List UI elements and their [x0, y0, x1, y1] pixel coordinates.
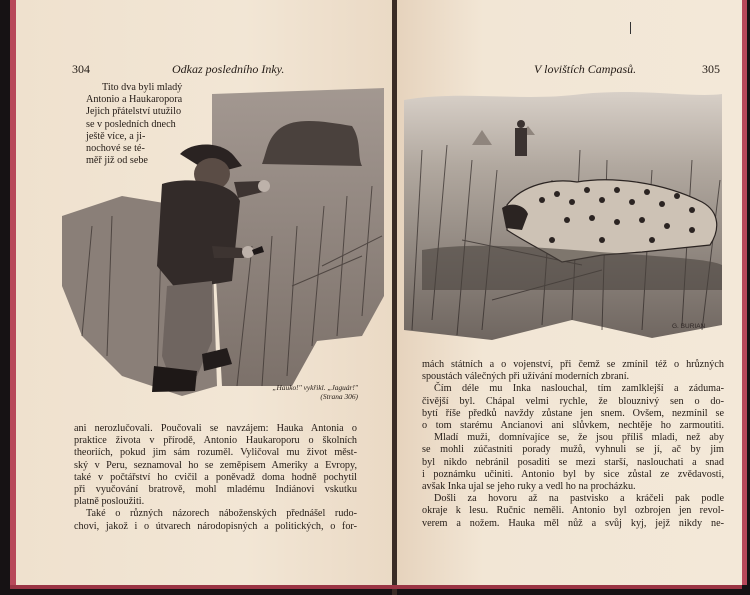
text-line: bytí říše předků navždy zůstane jen snem. Ovšem, nezmínil se — [422, 407, 724, 419]
text-line: se v posledních dnech — [86, 118, 176, 130]
text-line: o tom starému Ancianovi ani slůvkem, nechtěje ho zarmoutiti. — [422, 420, 724, 432]
text-line: měř již od sebe — [86, 155, 148, 167]
page-number-right: 305 — [702, 62, 720, 76]
page-number-left: 304 — [72, 62, 90, 76]
running-head-right: V lovištích Campasů. — [534, 62, 637, 76]
text-line: byl nikdo nebránil posaditi se mezi starší, naslouchati a snad — [422, 456, 724, 468]
text-line: Tito dva byli mladý — [102, 82, 183, 93]
text-line: čivější byl. Chápal velmi rychle, že blouznivý sen o do- — [422, 395, 724, 407]
artist-signature: G. BURIAN — [672, 323, 706, 330]
text-line: chovi, jakož i o útvarech národopisných a politických, o for- — [74, 520, 357, 532]
text-line: při vyučování bratrově, mohl mladému Indiánovi vskutku — [74, 484, 357, 496]
caption-line: „Hauko!" vykřikl. „Jaguár!" — [272, 383, 358, 392]
pencil-mark — [630, 22, 631, 34]
illustration-hunter-with-revolver — [62, 86, 387, 404]
left-bottom-paragraph — [74, 423, 357, 533]
caption-line: (Strana 306) — [320, 392, 358, 401]
text-line: okraje k lesu. Ručnic neměli. Antonio byl ozbrojen jen revol- — [422, 505, 724, 517]
text-line: praktice života v přírodě, Antonio Haukaroporu o školních — [74, 435, 357, 447]
text-line: spoustách válečných při užívání moderních zbraní. — [422, 371, 630, 383]
text-line: Čím déle mu Inka naslouchal, tím zamlklejší a záduma- — [434, 383, 724, 395]
text-line: Antonio a Haukaropora — [86, 94, 183, 106]
illustration-caption — [240, 383, 358, 401]
text-line: Také o různých názorech náboženských přednášel rudo- — [86, 508, 357, 520]
text-line: také v počtářství ho cvičil a poněvadž doma hodně pochytil — [74, 471, 357, 483]
text-line: verem a nožem. Hauka měl nůž a svůj kyj, jejž nikdy ne- — [422, 517, 724, 529]
text-line: Jejich přátelství utužilo — [86, 106, 182, 118]
text-line: Mladí muži, domnívajíce se, že jsou příliš mladi, než aby — [434, 432, 724, 444]
text-line: i poznámku učiniti. Antonio byl by sice zůstal ze zvědavosti, — [422, 468, 724, 480]
text-line: ještě více, a ji- — [86, 130, 146, 142]
page-edge — [10, 585, 742, 589]
right-paragraph — [422, 359, 724, 530]
text-line: theoriích, pokud jim sám rozuměl. Vyličoval mu život měst- — [74, 447, 357, 459]
text-line: ani nerozlučovali. Poučovali se navzájem: Hauka Antonia o — [74, 423, 357, 434]
running-head-left: Odkaz posledního Inky. — [172, 62, 285, 76]
text-line: Došli za hovoru až na pastvisko a kráčeli pak podle — [434, 493, 724, 505]
illustration-jaguar — [402, 90, 724, 344]
text-line: avšak Inka ujal se jeho ruky a vedl ho na procházku. — [422, 481, 636, 493]
text-line: ský v Peru, seznamoval ho se zeměpisem Ameriky a Evropy, — [74, 459, 357, 471]
text-line: se mohli zúčastniti porady mužů, vyhnuli se jí, ač by jim — [422, 444, 724, 456]
text-line: mách státních a o vojenství, při čemž se zmínil též o hrůzných — [422, 359, 724, 370]
text-line: nochové se té- — [86, 143, 145, 155]
text-line: platně posloužiti. — [74, 496, 145, 508]
